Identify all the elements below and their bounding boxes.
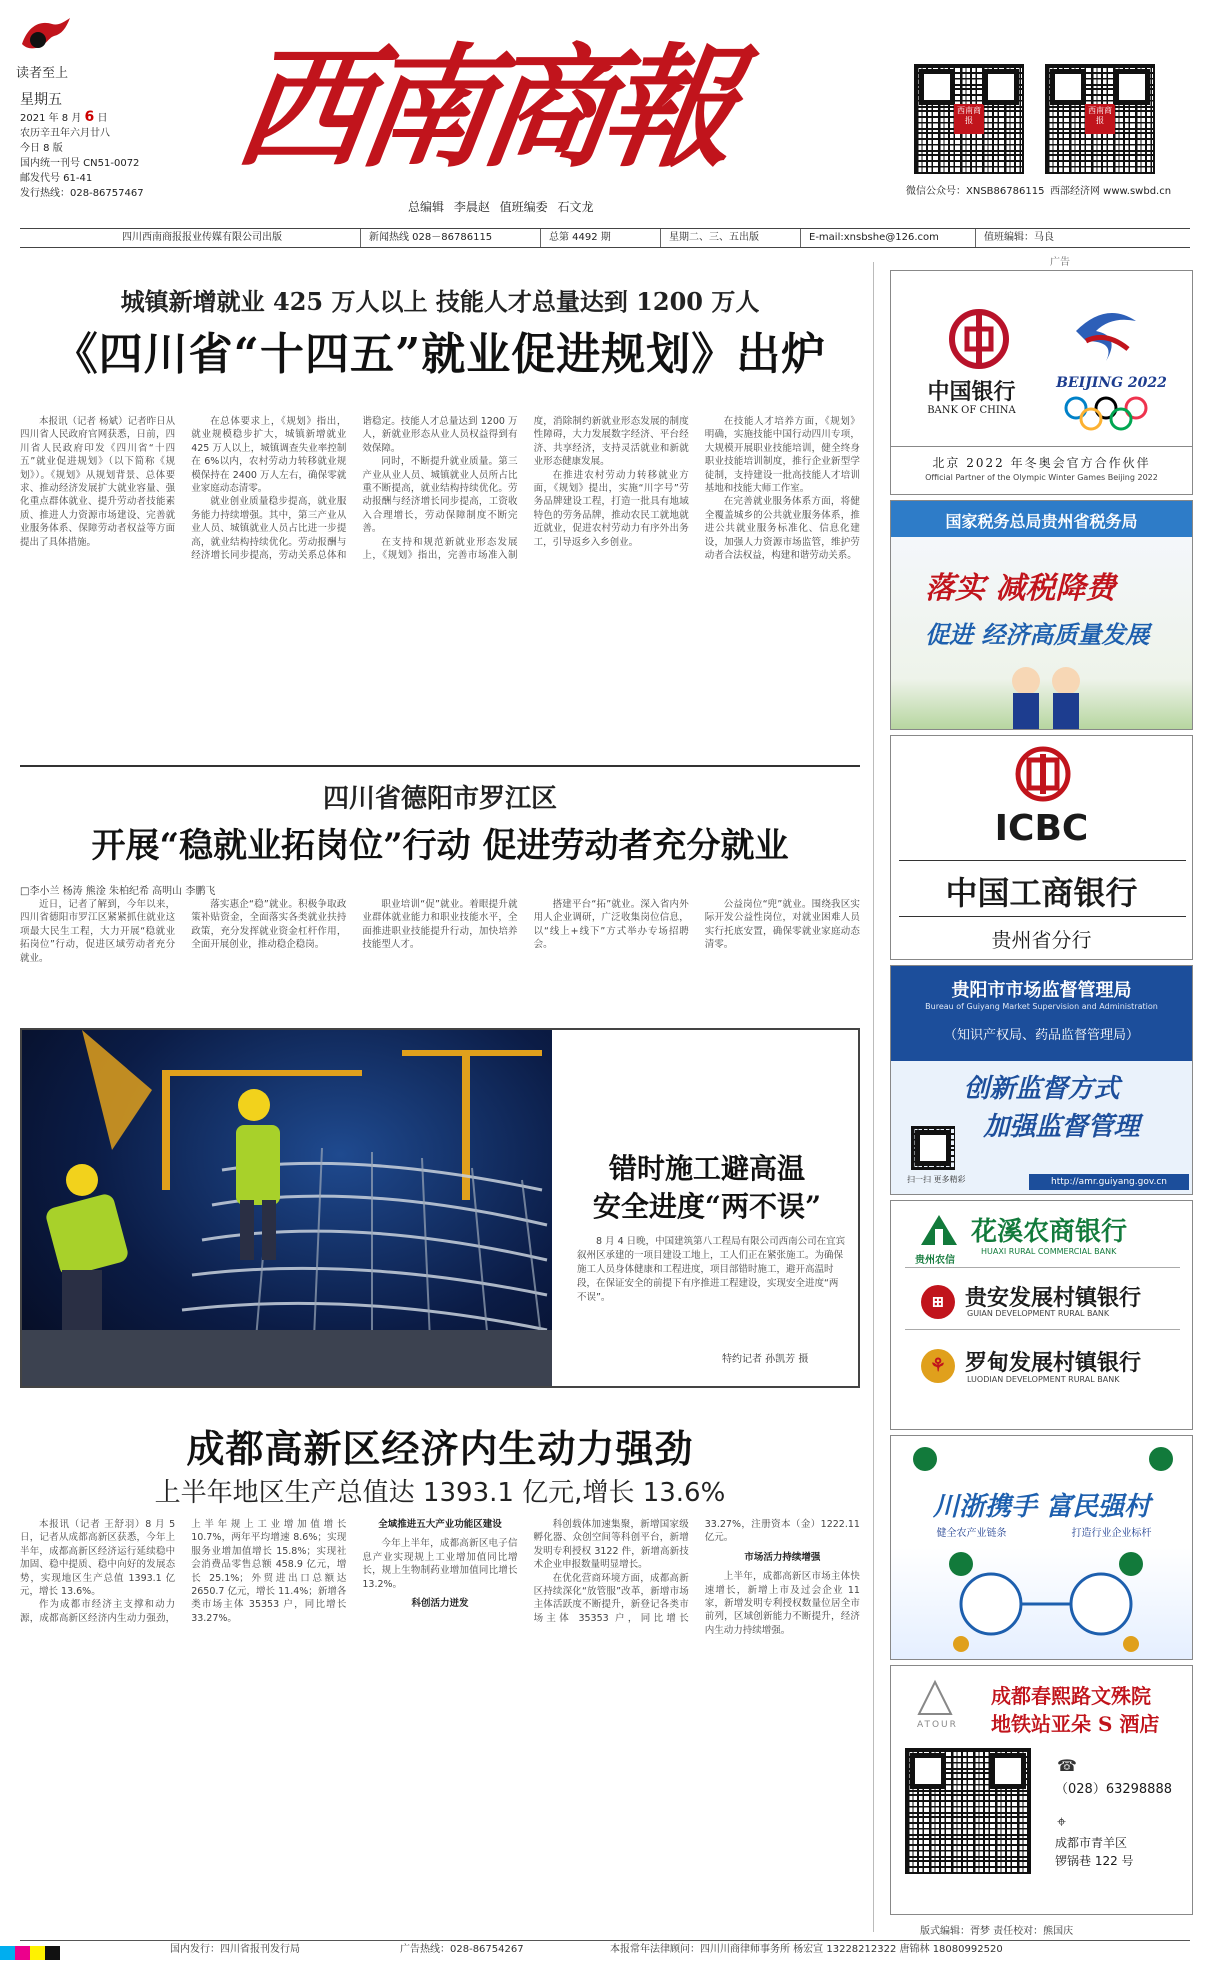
paragraph: 今年上半年，成都高新区电子信息产业实现规上工业增加值同比增长，规上生物制药业增加值同比增长 13.2%。 (362, 1538, 518, 1590)
hotel-line2: 地铁站亚朵 S 酒店 (991, 1712, 1160, 1736)
hotel-address2: 锣锅巷 122 号 (1055, 1854, 1134, 1868)
paragraph: 在总体要求上，《规划》指出，就业规模稳步扩大，城镇新增就业 425 万人以上，城镇调查失业率控制在 6%以内，农村劳动力转移就业规模保持在 2400 万人左右，确保零就业家庭动态清零。 (191, 416, 347, 495)
publisher: 四川西南商报报业传媒有限公司出版 (122, 232, 282, 243)
divider (899, 860, 1186, 861)
story1-kicker: 城镇新增就业 425 万人以上 技能人才总量达到 1200 万人 (120, 287, 760, 316)
atour-logo-icon (913, 1678, 957, 1718)
section-subtitle: 科创活力迸发 (411, 1598, 469, 1610)
ga-english: GUIAN DEVELOPMENT RURAL BANK (967, 1309, 1110, 1318)
ga-name: 贵安发展村镇银行 (965, 1285, 1142, 1311)
issue-info (20, 90, 144, 201)
qr-tag: 西南商报 (1085, 104, 1115, 134)
atour-brand: ATOUR (917, 1720, 958, 1730)
boc-english: BANK OF CHINA (927, 405, 1016, 416)
paragraph: 科创载体加速集聚，新增国家级孵化器、众创空间等科创平台，新增发明专利授权 3122 件，新增高新技术企业申报数量明显增长。 (533, 1519, 689, 1571)
paragraph: 近日，记者了解到，今年以来，四川省德阳市罗江区紧紧抓住就业这项最大民生工程，大力开展“稳就业拓岗位”行动，促进区域劳动者充分就业。 (20, 899, 176, 964)
icbc-branch: 贵州省分行 (991, 928, 1092, 952)
wechat-caption: 微信公众号：XNSB86786115 (906, 186, 1045, 197)
paragraph: 在技能人才培养方面，《规划》明确，实施技能中国行动四川专项，大规模开展职业技能培训，健全终身职业技能培训制度，推行企业新型学徒制，支持建设一批高技能人才培训基地和技能大师工作室。 (704, 416, 860, 495)
cz-sub2: 打造行业企业标杆 (1071, 1528, 1152, 1539)
cz-sub1: 健全农产业链条 (936, 1528, 1007, 1539)
cz-line: 川浙携手 富民强村 (932, 1492, 1151, 1522)
paragraph: 本报讯（记者 王舒羽）8 月 5 日，记者从成都高新区获悉，今年上半年，成都高新区经济运行延续稳中加固、稳中提质、稳中向好的发展态势，实现地区生产总值 1393.1 亿元，增长 13.6%。 (20, 1519, 176, 1598)
section-subtitle: 全域推进五大产业功能区建设 (378, 1519, 502, 1530)
amr-scan: 扫一扫 更多精彩 (907, 1175, 966, 1184)
date-prefix: 2021 年 8 月 (20, 113, 82, 124)
column-divider (873, 262, 874, 1932)
paragraph: 搭建平台“拓”就业。深入省内外用人企业调研，广泛收集岗位信息，以“线上+线下”方式举办专场招聘会。 (533, 899, 689, 951)
paragraph: 上半年，成都高新区市场主体快速增长，新增上市及过会企业 11 家，新增发明专利授权数量位居全市前列，区域创新能力不断提升，经济内生动力持续增强。 (704, 1571, 860, 1636)
story3-subhead: 上半年地区生产总值达 1393.1 亿元,增长 13.6% (154, 1478, 726, 1508)
footer-ad-hotline: 广告热线：028-86754267 (400, 1944, 524, 1955)
cn-number: 国内统一刊号 CN51-0072 (20, 158, 140, 169)
paragraph: 职业培训“促”就业。着眼提升就业群体就业能力和职业技能水平，全面推进职业技能提升行动，加快培养技能型人才。 (362, 899, 518, 951)
footer (20, 1940, 1190, 1958)
hx-name: 花溪农商银行 (971, 1217, 1128, 1247)
winter-olympics-emblem-icon (1066, 301, 1146, 371)
hx-english: HUAXI RURAL COMMERCIAL BANK (981, 1247, 1117, 1256)
rural-bank-logo-icon (905, 1444, 945, 1474)
website-qr-code[interactable] (1045, 64, 1155, 174)
market-regulation-ad[interactable] (890, 965, 1193, 1195)
icbc-logo-icon (1015, 746, 1071, 802)
rural-bank-ad[interactable] (890, 1200, 1193, 1430)
divider (891, 446, 1193, 447)
qr-tag: 西南商报 (954, 104, 984, 134)
boc-name: 中国银行 (927, 379, 1016, 405)
location-icon: ⌖ (1057, 1812, 1067, 1831)
date-day: 6 (84, 109, 95, 125)
story3-headline[interactable]: 成都高新区经济内生动力强劲 (186, 1426, 694, 1471)
weekday: 星期五 (20, 92, 62, 108)
amr-line2: 加强监督管理 (983, 1112, 1140, 1142)
network-diagram-icon (931, 1544, 1161, 1654)
boc-partner: 北京 2022 年冬奥会官方合作伙伴 (932, 456, 1151, 470)
story2-headline[interactable]: 开展“稳就业拓岗位”行动 促进劳动者充分就业 (91, 826, 789, 866)
story3-body (20, 1518, 860, 1936)
sichuan-zhejiang-ad[interactable] (890, 1435, 1193, 1660)
lunar-date: 农历辛丑年六月廿八 (20, 128, 110, 139)
boc-logo-icon (949, 309, 1009, 369)
beijing-2022: BEIJING 2022 (1056, 375, 1167, 391)
tax-org: 国家税务总局贵州省税务局 (945, 512, 1138, 531)
newspaper-title: 西南商報 (227, 31, 737, 186)
news-hotline: 新闻热线 028－86786115 (360, 229, 492, 247)
amr-sub: （知识产权局、药品监督管理局） (943, 1028, 1139, 1043)
hx-tag: 贵州农信 (915, 1255, 955, 1266)
photo-title[interactable] (562, 1150, 852, 1226)
amr-line1: 创新监督方式 (963, 1074, 1120, 1104)
page-count: 今日 8 版 (20, 143, 63, 154)
guian-bank-icon: ⊞ (921, 1285, 955, 1319)
hotel-qr-code[interactable] (905, 1748, 1031, 1874)
icbc-english: ICBC (994, 808, 1089, 849)
divider (899, 916, 1186, 917)
photo-title-line1: 错时施工避高温 (608, 1152, 805, 1185)
footer-distribution: 国内发行：四川省报刊发行局 (170, 1944, 300, 1955)
masthead (0, 0, 1210, 230)
construction-photo[interactable] (22, 1030, 552, 1386)
info-bar (20, 228, 1190, 248)
duty-editor: 值班编辑：马良 (975, 229, 1054, 247)
publish-schedule: 星期二、三、五出版 (660, 229, 759, 247)
hotel-ad[interactable] (890, 1665, 1193, 1915)
paragraph: 同时，不断提升就业质量。第三产业从业人员、城镇就业人员所占比重不断提高，就业结构持续优化。劳动报酬与经济增长同步提高，工资收入合理增长，劳动保障制度不断完善。 (362, 456, 518, 535)
postal-code: 邮发代号 61-41 (20, 173, 93, 184)
story2-kicker: 四川省德阳市罗江区 (322, 784, 557, 814)
ad-label: 广告 (1050, 257, 1070, 268)
distribution-hotline: 发行热线：028-86757467 (20, 188, 144, 199)
icbc-ad[interactable] (890, 735, 1193, 960)
photo-title-line2: 安全进度“两不误” (592, 1190, 822, 1223)
bird-logo-icon (18, 14, 72, 54)
website-caption: 西部经济网 www.swbd.cn (1050, 186, 1172, 197)
paragraph: 作为成都市经济主支撑和动力源，成都高新区经济内生动力强劲，上半年规上工业增加值增长 10.7%，两年平均增速 8.6%；实现服务业增加值增长 15.8%；实现社会消费品零售总额 458.9 亿元，增长 25.1%；外贸进出口总额达 2650.7 亿元，增长 11.4%；新增各类市场主体 35353 户，同比增长 33.27%。 (20, 1519, 347, 1624)
phone-icon: ☎ (1057, 1756, 1077, 1775)
issue-date (20, 110, 144, 126)
issue-number: 总第 4492 期 (540, 229, 611, 247)
paragraph: 在推进农村劳动力转移就业方面，《规划》提出，实施“川字号”劳务品牌建设工程，打造一批具有地域特色的劳务品牌，推动农民工就地就近就业，促进农村劳动力有序外出务工，引导返乡入乡创业。 (533, 469, 689, 548)
footer-legal: 本报常年法律顾问：四川川商律师事务所 杨宏宣 13228212322 唐锦林 18080992520 (610, 1944, 1003, 1955)
tax-line2: 促进 经济高质量发展 (925, 620, 1150, 649)
hotel-address1: 成都市青羊区 (1055, 1836, 1128, 1850)
tax-mascots-icon (1001, 661, 1091, 730)
boc-partner-en: Official Partner of the Olympic Winter Games Beijing 2022 (925, 473, 1158, 482)
paragraph: 就业创业质量稳步提高，就业服务能力持续增强。其中，第三产业从业人员、城镇就业人员占比进一步提高，就业结构持续优化。劳动报酬与经济增长同步提高，劳动关系总体和谐稳定。技能人才总量达到 1200 万人，新就业形态从业人员权益得到有效保障。 (191, 416, 518, 562)
photo-credit: 特约记者 孙凯芳 摄 (722, 1354, 809, 1365)
paragraph: 落实惠企“稳”就业。积极争取政策补贴资金，全面落实各类就业扶持政策，充分发挥就业资金杠杆作用，全面开展创业，推动稳企稳岗。 (191, 899, 347, 951)
paragraph: 本报讯（记者 杨斌）记者昨日从四川省人民政府官网获悉，日前，四川省人民政府印发《四川省“十四五”就业促进规划》（以下简称《规划》）。《规划》从规划背景、总体要求、推动经济发展扩大就业容量、强化重点群体就业、提升劳动者技能素质、推进人力资源市场建设、完善就业服务体系、保障劳动者权益等方面提出了具体措施。 (20, 416, 176, 548)
amr-qr-code[interactable] (911, 1126, 955, 1170)
divider (20, 765, 860, 767)
divider (905, 1329, 1180, 1330)
hotel-line1: 成都春熙路文殊院 (991, 1684, 1151, 1708)
email[interactable]: E-mail:xnsbshe@126.com (800, 229, 939, 247)
paragraph: 在完善就业服务体系方面，将健全覆盖城乡的公共就业服务体系，推进公共就业服务标准化、信息化建设，加强人力资源市场监管，维护劳动者合法权益，构建和谐劳动关系。 (704, 496, 860, 562)
motto: 读者至上 (16, 66, 69, 81)
night-construction-illustration (22, 1030, 552, 1386)
tax-bureau-ad[interactable] (890, 500, 1193, 730)
paragraph: 公益岗位“兜”就业。围绕我区实际开发公益性岗位，对就业困难人员实行托底安置，确保零就业家庭动态清零。 (704, 899, 860, 951)
wechat-qr-code[interactable] (914, 64, 1024, 174)
story1-headline[interactable]: 《四川省“十四五”就业促进规划》出炉 (53, 329, 827, 380)
story2-byline: □李小兰 杨涛 熊淦 朱柏纪希 高明山 李鹏飞 (20, 886, 216, 897)
olympic-rings-icon (1061, 396, 1151, 432)
ld-name: 罗甸发展村镇银行 (965, 1350, 1142, 1376)
icbc-chinese: 中国工商银行 (945, 874, 1138, 912)
layout-credits: 版式编辑：胥梦 责任校对：熊国庆 (920, 1926, 1074, 1937)
ld-english: LUODIAN DEVELOPMENT RURAL BANK (967, 1375, 1120, 1384)
hotel-phone[interactable]: （028）63298888 (1055, 1782, 1172, 1797)
story2-body (20, 898, 860, 1018)
divider (905, 1267, 1180, 1268)
section-subtitle: 市场活力持续增强 (744, 1551, 821, 1563)
paragraph: 在支持和规范新就业形态发展上，《规划》指出，完善市场准入制度，消除制约新就业形态发展的制度性障碍，大力发展数字经济、平台经济、共享经济，支持灵活就业和新就业形态健康发展。 (362, 416, 689, 562)
amr-english: Bureau of Guiyang Market Supervision and Administration (925, 1002, 1158, 1011)
story1-body (20, 415, 860, 750)
amr-url[interactable]: http://amr.guiyang.gov.cn (1029, 1174, 1189, 1190)
date-suffix: 日 (97, 113, 108, 124)
rural-bank-logo-icon (1141, 1444, 1181, 1474)
photo-feature (20, 1028, 860, 1388)
tax-line1: 落实 减税降费 (925, 571, 1116, 606)
amr-org: 贵阳市市场监督管理局 (951, 980, 1132, 1001)
luodian-bank-icon: ⚘ (921, 1349, 955, 1383)
paragraph: 在优化营商环境方面，成都高新区持续深化“放管服”改革，新增市场主体活跃度不断提升，新登记各类市场主体 35353 户，同比增长 33.27%，注册资本（金）1222.11 亿元。 (533, 1519, 860, 1624)
guizhou-rural-credit-icon (917, 1211, 961, 1251)
boc-ad[interactable] (890, 270, 1193, 495)
chief-editors: 总编辑 李晨赵 值班编委 石文龙 (408, 200, 594, 214)
photo-caption: 8 月 4 日晚，中国建筑第八工程局有限公司西南公司在宜宾叙州区承建的一项目建设工地上，工人们正在紧张施工。为确保施工人员身体健康和工程进度，项目部错时施工，避开高温时段，在保证安全的前提下有序推进工程建设，实现安全进度“两不误”。 (577, 1236, 846, 1303)
